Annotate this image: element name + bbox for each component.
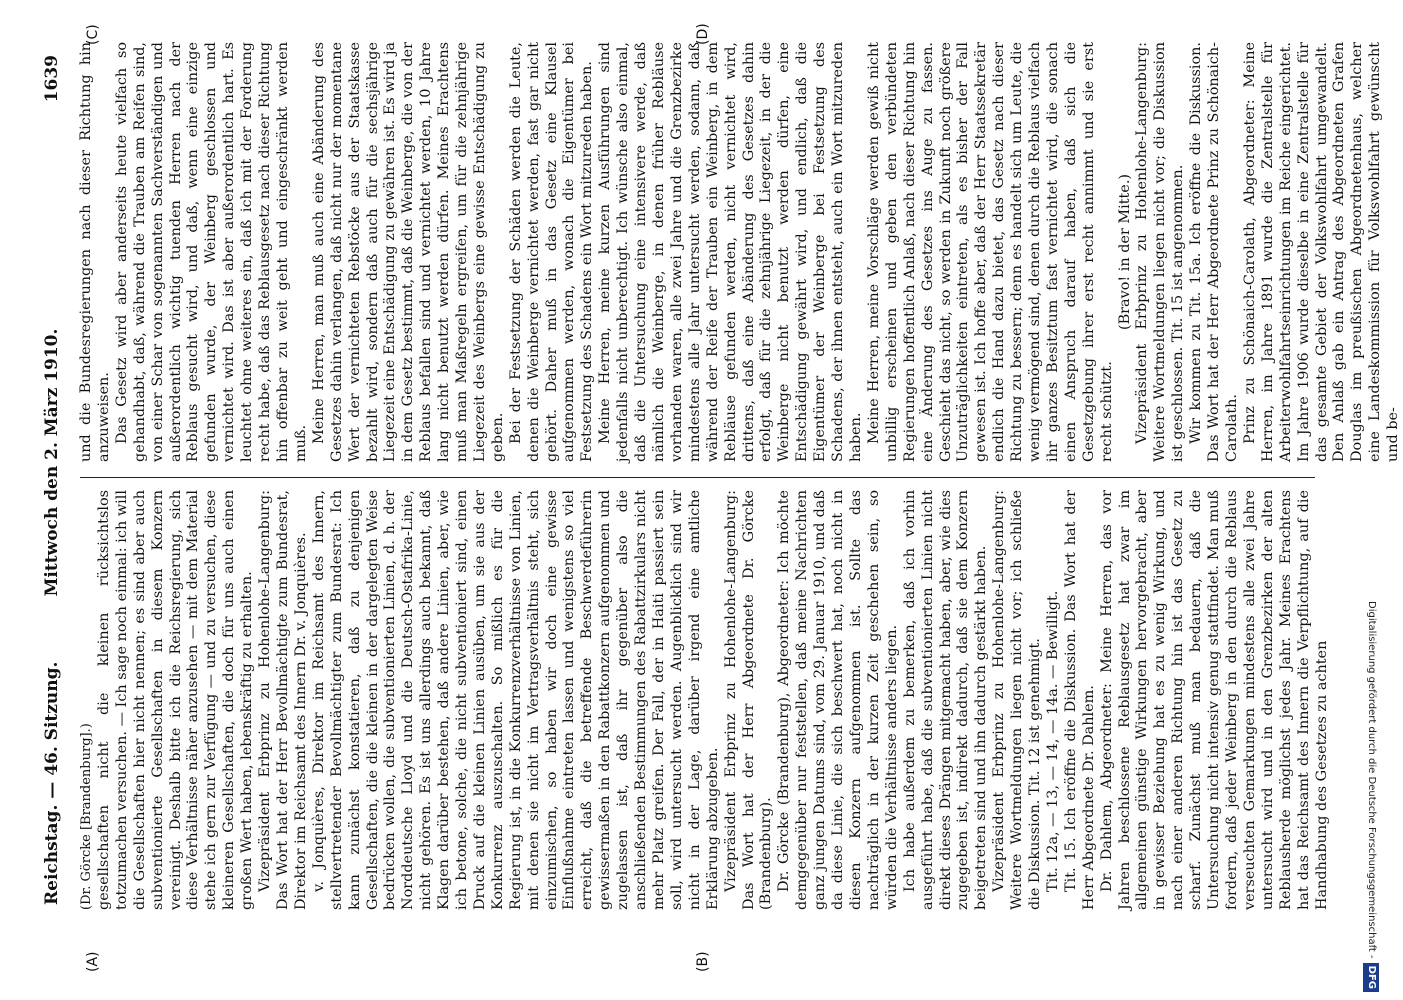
paragraph: Dr. Görcke (Brandenburg), Abgeordneter: Ich möchte demgegenüber nur feststellen, daß meine Nachrichten ganz jungen Datums sind, vom 29. Januar 1910, und daß da diese Linie, die sich beschwert hat, noch nicht in diesen Konzern aufgenommen ist. Sollte das nachträglich in der kurzen Zeit geschehen sein, so würden die Verhältnisse anders liegen. (776, 490, 900, 910)
digitization-note: Digitalisierung gefördert durch die Deutsche Forschungsgemeinschaft - (1366, 601, 1377, 959)
paragraph: Meine Herren, meine Vorschläge werden gewiß nicht unbillig erscheinen und geben den verbündeten Regierungen hoffentlich Anlaß, nach dieser Richtung hin eine Änderung des Gesetzes ins Auge zu fassen. Geschieht das nicht, so werden in Zukunft noch größere Unzuträglichkeiten eintreten, als es bisher der Fall gewesen ist. Ich hoffe aber, daß der Herr Staatssekretär endlich die Hand dazu bietet, das Gesetz nach dieser Richtung zu bessern; denn es handelt sich um Leute, die wenig vermögend sind, denen durch die Reblaus vielfach ihr ganzes Besitztum fast vernichtet wird, die sonach einen Anspruch darauf haben, daß sich die Gesetzgebung ihrer erst recht annimmt und sie erst recht schützt. (865, 42, 1115, 462)
interjection: (Bravo! in der Mitte.) (1116, 173, 1133, 331)
header-session: Reichstag. — 46. Sitzung. (42, 661, 62, 905)
dfg-logo: DFG (1363, 963, 1379, 992)
paragraph: Tit. 15. Ich eröffne die Diskussion. Das Wort hat der Herr Abgeordnete Dr. Dahlem. (1062, 490, 1097, 910)
paragraph: Bei der Festsetzung der Schäden werden die Leute, denen die Weinberge vernichtet werden, fast gar nicht gehört. Daher muß in das Gesetz eine Klausel aufgenommen werden, wonach die Eigentümer bei Festsetzung des Schadens ein Wort mitzureden haben. (507, 42, 596, 462)
left-column (78, 490, 1330, 910)
header-page-number: 1639 (42, 55, 62, 103)
paragraph: Dr. Dahlem, Abgeordneter: Meine Herren, das vor Jahren beschlossene Reblausgesetz hat zwar im allgemeinen günstige Wirkungen hervorgebracht, aber in gewisser Beziehung hat es zu wenig Wirkung, und nach einer anderen Richtung hin ist das Gesetz zu scharf. Zunächst muß man bedauern, daß die Untersuchung nicht intensiv genug stattfindet. Man muß fordern, daß jeder Weinberg in den durch die Reblaus verseuchten Gemarkungen mindestens alle zwei Jahre untersucht wird und in den Grenzbezirken der alten Reblausherde möglichst jedes Jahr. Meines Erachtens hat das Reichsamt des Innern die Verpflichtung, auf die Handhabung des Gesetzes zu achten (1098, 490, 1330, 910)
paragraph: Wir kommen zu Tit. 15a. Ich eröffne die Diskussion. Das Wort hat der Herr Abgeordnete Prinz zu Schönaich-Carolath. (1188, 42, 1240, 462)
paragraph: Ich habe außerdem zu bemerken, daß ich vorhin ausgeführt habe, daß die subventionierten Linien nicht direkt dieses Drängen mitgemacht haben, aber, wie dies zugegeben ist, indirekt dadurch, daß sie dem Konzern beigetreten sind und ihn dadurch gestärkt haben. (901, 490, 990, 910)
paragraph: Vizepräsident Erbprinz zu Hohenlohe-Langenburg: Weitere Wortmeldungen liegen nicht vor; ich schließe die Diskussion. Tit. 12 ist genehmigt. (991, 490, 1044, 910)
column-divider (80, 477, 1315, 478)
paragraph: Vizepräsident Erbprinz zu Hohenlohe-Langenburg: Weitere Wortmeldungen liegen nicht vor; die Diskussion ist geschlossen. Tit. 15 ist angenommen. (1134, 42, 1187, 462)
page-header (42, 20, 72, 905)
header-date: Mittwoch den 2. März 1910. (42, 328, 62, 597)
paragraph: Das Gesetz wird aber anderseits heute vielfach so gehandhabt, daß, während die Trauben am Reifen sind, von einer Schar von sogenannten Sachverständigen und außerordentlich wichtig tuenden Herren nach der Reblaus gesucht wird, und daß, wenn eine einzige gefunden wurde, der Weinberg geschlossen und vernichtet wird. Das ist aber außerordentlich hart. Es leuchtet ohne weiteres ein, daß ich mit der Forderung recht habe, daß das Reblausgesetz nach dieser Richtung hin offenbar zu weit geht und eingeschränkt werden muß. (113, 42, 309, 462)
marker-b: (B) (695, 951, 711, 972)
continuation-label: (Dr. Görcke [Brandenburg].) (79, 723, 94, 910)
marker-d: (D) (695, 23, 711, 45)
paragraph: Tit. 12a, — 13, — 14, — 14a. — Bewilligt. (1044, 590, 1061, 892)
dfg-credit-strip (1363, 0, 1379, 1000)
paragraph: v. Jonquières, Direktor im Reichsamt des Innern, stellvertretender Bevollmächtigter zum Bundesrat: Ich kann zunächst konstatieren, daß zu denjenigen Gesellschaften, die die kleinen in der dargelegten Weise bedrücken wollen, die subventionierten Linien, d. h. der Norddeutsche Lloyd und die Deutsch-Ostafrika-Linie, nicht gehören. Es ist uns allerdings auch bekannt, daß Klagen darüber bestehen, daß andere Linien, aber, wie ich betone, solche, die nicht subventioniert sind, einen Druck auf die kleinen Linien ausüben, um sie aus der Konkurrenz auszuschalten. So mißlich es für die Regierung ist, in die Konkurrenzverhältnisse von Linien, mit denen sie nicht im Vertragsverhältnis steht, sich einzumischen, so haben wir doch eine gewisse Einflußnahme eintreten lassen und wenigstens so viel erreicht, daß die betreffende Beschwerdeführerin gewissermaßen in den Rabattkonzern aufgenommen und zugelassen ist, daß ihr gegenüber also die anschließenden Bestimmungen des Rabattzirkulars nicht mehr Platz greifen. Der Fall, der in Haiti passiert sein soll, wird untersucht werden. Augenblicklich sind wir nicht in der Lage, darüber irgend eine amtliche Erklärung abzugeben. (310, 490, 721, 910)
marker-a: (A) (85, 951, 101, 972)
paragraph: gesellschaften nicht die kleinen rücksichtslos totzumachen versuchen. — Ich sage noch einmal: ich will die Gesellschaften hier nicht nennen; es sind aber auch subventionierte Gesellschaften in diesem Konzern vereinigt. Deshalb bitte ich die Reichsregierung, sich diese Verhältnisse näher anzusehen — mit dem Material stehe ich gern zur Verfügung — und zu versuchen, diese kleineren Gesellschaften, die doch für uns auch einen großen Wert haben, lebenskräftig zu erhalten. (95, 490, 256, 910)
paragraph: Meine Herren, man muß auch eine Abänderung des Gesetzes dahin verlangen, daß nicht nur der momentane Wert der vernichteten Rebstöcke aus der Staatskasse bezahlt wird, sondern daß auch für die sechsjährige Liegezeit eine Entschädigung zu gewähren ist. Es wird ja in dem Gesetz bestimmt, daß die Weinberge, die von der Reblaus befallen sind und vernichtet werden, 10 Jahre lang nicht benutzt werden dürfen. Meines Erachtens muß man Maßregeln ergreifen, um für die zehnjährige Liegezeit des Weinbergs eine gewisse Entschädigung zu geben. (310, 42, 506, 462)
dfg-credit (1363, 0, 1379, 1000)
paragraph: Vizepräsident Erbprinz zu Hohenlohe-Langenburg: Das Wort hat der Herr Bevollmächtigte zum Bundesrat, Direktor im Reichsamt des Innern Dr. v. Jonquières. (257, 490, 309, 910)
paragraph: Meine Herren, meine kurzen Ausführungen sind jedenfalls nicht unberechtigt. Ich wünsche also einmal, daß die Untersuchung eine intensivere werde, daß nämlich die Weinberge, in denen früher Rebläuse vorhanden waren, alle zwei Jahre und die Grenzbezirke mindestens alle Jahr untersucht werden, sodann, daß während der Reife der Trauben ein Weinberg, in dem Rebläuse gefunden werden, nicht vernichtet wird, drittens, daß eine Abänderung des Gesetzes dahin erfolgt, daß für die zehnjährige Liegezeit, in der die Weinberge nicht benutzt werden dürfen, eine Entschädigung gewährt wird, und endlich, daß die Eigentümer der Weinberge bei Festsetzung des Schadens, der ihnen entsteht, auch ein Wort mitzureden haben. (597, 42, 864, 462)
marker-c: (C) (85, 24, 101, 45)
right-column (78, 42, 1402, 462)
paragraph: Vizepräsident Erbprinz zu Hohenlohe-Langenburg: Das Wort hat der Herr Abgeordnete Dr. Görcke (Brandenburg). (722, 490, 775, 910)
paragraph: Prinz zu Schönaich-Carolath, Abgeordneter: Meine Herren, im Jahre 1891 wurde die Zentralstelle für Arbeiterwohlfahrtseinrichtungen im Reiche eingerichtet. Im Jahre 1906 wurde dieselbe in eine Zentralstelle für das gesamte Gebiet der Volkswohlfahrt umgewandelt. Den Anlaß gab ein Antrag des Abgeordneten Grafen Douglas im preußischen Abgeordnetenhaus, welcher eine Landeskommission für Volkswohlfahrt gewünscht und be- (1241, 42, 1402, 462)
paragraph: und die Bundesregierungen nach dieser Richtung hin anzuweisen. (78, 42, 112, 462)
